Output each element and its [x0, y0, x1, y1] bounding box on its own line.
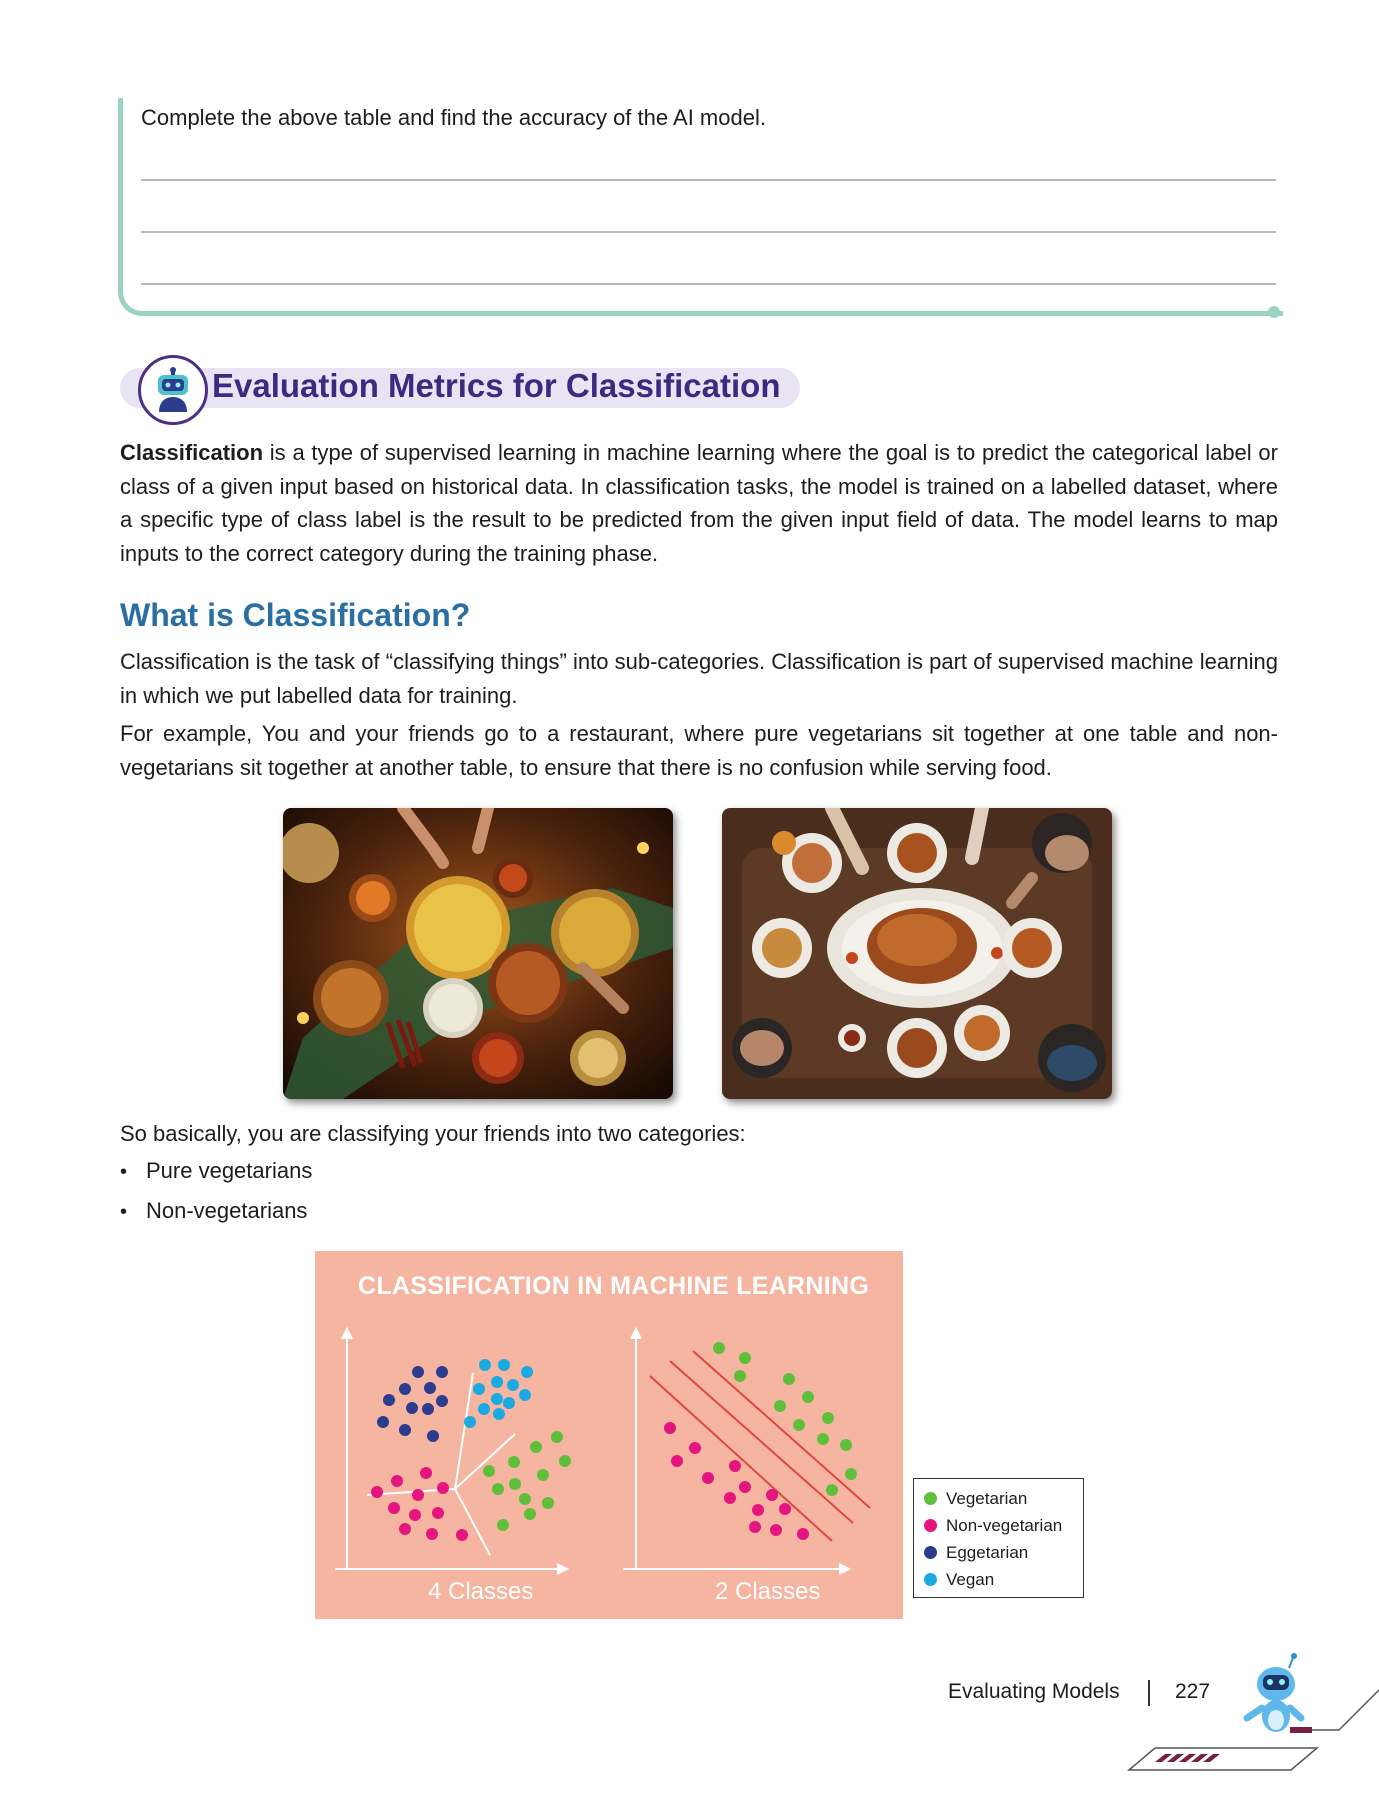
non-vegetarian-point: [426, 1528, 438, 1540]
non-vegetarian-point: [702, 1472, 714, 1484]
vegetarian-point: [817, 1433, 829, 1445]
vegetarian-point: [519, 1493, 531, 1505]
vegetarian-point: [783, 1373, 795, 1385]
non-vegetarian-table-photo: [722, 808, 1112, 1099]
vegan-point: [478, 1403, 490, 1415]
non-vegetarian-point: [739, 1481, 751, 1493]
vegan-point: [491, 1393, 503, 1405]
intro-term: Classification: [120, 440, 264, 465]
subsection-paragraph-3: So basically, you are classifying your friends into two categories:: [120, 1121, 746, 1146]
subsection-paragraph-2: For example, You and your friends go to a restaurant, where pure vegetarians sit together at one table and non-vegetarians sit together at another table, to ensure that there is no confusion while serving food.: [120, 721, 1278, 780]
non-vegetarian-point: [409, 1509, 421, 1521]
non-vegetarian-point: [371, 1486, 383, 1498]
legend-dot-icon: [924, 1573, 937, 1586]
vegan-point: [519, 1389, 531, 1401]
classification-scatter-plots: [315, 1251, 903, 1619]
right-plot-caption: 2 Classes: [715, 1578, 821, 1605]
vegan-point: [493, 1408, 505, 1420]
vegetarian-point: [713, 1342, 725, 1354]
vegetarian-point: [537, 1469, 549, 1481]
eggetarian-point: [422, 1403, 434, 1415]
subsection-title: What is Classification?: [120, 597, 471, 633]
vegan-point: [491, 1376, 503, 1388]
robot-icon: [138, 355, 208, 425]
page-number: 227: [1175, 1680, 1211, 1703]
answer-box-end-dot: [1268, 306, 1280, 318]
vegetarian-point: [542, 1497, 554, 1509]
non-vegetarian-point: [432, 1507, 444, 1519]
non-vegetarian-point: [671, 1455, 683, 1467]
non-vegetarian-point: [420, 1467, 432, 1479]
vegetarian-point: [802, 1391, 814, 1403]
legend-item-vegetarian: [924, 1485, 1073, 1512]
legend-dot-icon: [924, 1492, 937, 1505]
answer-prompt: Complete the above table and find the accuracy of the AI model.: [141, 105, 766, 130]
bullet-dot: •: [120, 1161, 128, 1183]
eggetarian-point: [424, 1382, 436, 1394]
bullet-label: Pure vegetarians: [146, 1158, 313, 1183]
legend-dot-icon: [924, 1546, 937, 1559]
vegetarian-point: [492, 1483, 504, 1495]
vegetarian-point: [551, 1431, 563, 1443]
vegetarian-point: [483, 1465, 495, 1477]
non-vegetarian-point: [779, 1503, 791, 1515]
vegan-point: [521, 1366, 533, 1378]
legend-label: Eggetarian: [946, 1542, 1029, 1562]
legend-label: Non-vegetarian: [946, 1515, 1063, 1535]
answer-line-1[interactable]: [141, 179, 1276, 181]
vegetarian-point: [734, 1370, 746, 1382]
bullet-dot: •: [120, 1201, 128, 1223]
eggetarian-point: [377, 1416, 389, 1428]
robot-mascot-icon: [1247, 1653, 1301, 1732]
eggetarian-point: [399, 1383, 411, 1395]
legend-item-eggetarian: [924, 1539, 1073, 1566]
vegetarian-point: [822, 1412, 834, 1424]
footer-chapter-title: Evaluating Models: [948, 1680, 1120, 1703]
vegan-point: [473, 1383, 485, 1395]
vegetarian-table-photo: [283, 808, 673, 1099]
vegan-point: [464, 1416, 476, 1428]
infographic-title: CLASSIFICATION IN MACHINE LEARNING: [358, 1272, 870, 1300]
non-vegetarian-point: [770, 1524, 782, 1536]
non-vegetarian-point: [749, 1521, 761, 1533]
eggetarian-point: [383, 1394, 395, 1406]
subsection-paragraph-1: Classification is the task of “classifying things” into sub-categories. Classification is part of supervised machine learning in which we put labelled data for training.: [120, 649, 1278, 708]
non-vegetarian-point: [388, 1502, 400, 1514]
non-vegetarian-point: [729, 1460, 741, 1472]
vegetarian-point: [524, 1508, 536, 1520]
vegan-point: [498, 1359, 510, 1371]
intro-text: is a type of supervised learning in machine learning where the goal is to predict the categorical label or class of a given input based on historical data. In classification tasks, the model is trained on a labelled dataset, where a specific type of class label is the result to be predicted from the given input field of data. The model learns to map inputs to the correct category during the training phase.: [120, 440, 1278, 566]
left-plot-caption: 4 Classes: [428, 1578, 534, 1605]
eggetarian-point: [399, 1424, 411, 1436]
non-vegetarian-point: [724, 1492, 736, 1504]
vegetarian-point: [530, 1441, 542, 1453]
chart-legend: [913, 1478, 1084, 1598]
non-vegetarian-point: [689, 1442, 701, 1454]
eggetarian-point: [436, 1395, 448, 1407]
bullet-item: [120, 1198, 307, 1224]
vegan-point: [479, 1359, 491, 1371]
non-vegetarian-point: [412, 1489, 424, 1501]
bullet-item: [120, 1158, 312, 1184]
vegetarian-point: [508, 1456, 520, 1468]
non-vegetarian-point: [437, 1482, 449, 1494]
non-vegetarian-point: [664, 1422, 676, 1434]
legend-item-vegan: [924, 1566, 1073, 1593]
vegetarian-point: [845, 1468, 857, 1480]
legend-dot-icon: [924, 1519, 937, 1532]
vegetarian-point: [793, 1419, 805, 1431]
right-plot-axes: [623, 1329, 849, 1574]
vegetarian-point: [774, 1400, 786, 1412]
vegetarian-point: [509, 1478, 521, 1490]
answer-line-2[interactable]: [141, 231, 1276, 233]
legend-label: Vegetarian: [946, 1488, 1028, 1508]
vegetarian-point: [826, 1484, 838, 1496]
vegetarian-point: [739, 1352, 751, 1364]
bullet-label: Non-vegetarians: [146, 1198, 308, 1223]
non-vegetarian-point: [766, 1489, 778, 1501]
non-vegetarian-point: [456, 1529, 468, 1541]
eggetarian-point: [427, 1430, 439, 1442]
answer-line-3[interactable]: [141, 283, 1276, 285]
eggetarian-point: [436, 1366, 448, 1378]
section-title: Evaluation Metrics for Classification: [212, 367, 781, 404]
non-vegetarian-point: [752, 1504, 764, 1516]
footer-robot-graphic: [1085, 1650, 1379, 1800]
non-vegetarian-point: [797, 1528, 809, 1540]
non-vegetarian-point: [399, 1523, 411, 1535]
intro-paragraph: [120, 436, 1278, 570]
legend-label: Vegan: [946, 1569, 995, 1589]
legend-item-non-vegetarian: [924, 1512, 1073, 1539]
vegetarian-point: [497, 1519, 509, 1531]
non-vegetarian-point: [391, 1475, 403, 1487]
vegetarian-point: [840, 1439, 852, 1451]
vegan-point: [507, 1379, 519, 1391]
eggetarian-point: [406, 1402, 418, 1414]
vegetarian-point: [559, 1455, 571, 1467]
vegan-point: [503, 1397, 515, 1409]
eggetarian-point: [412, 1366, 424, 1378]
